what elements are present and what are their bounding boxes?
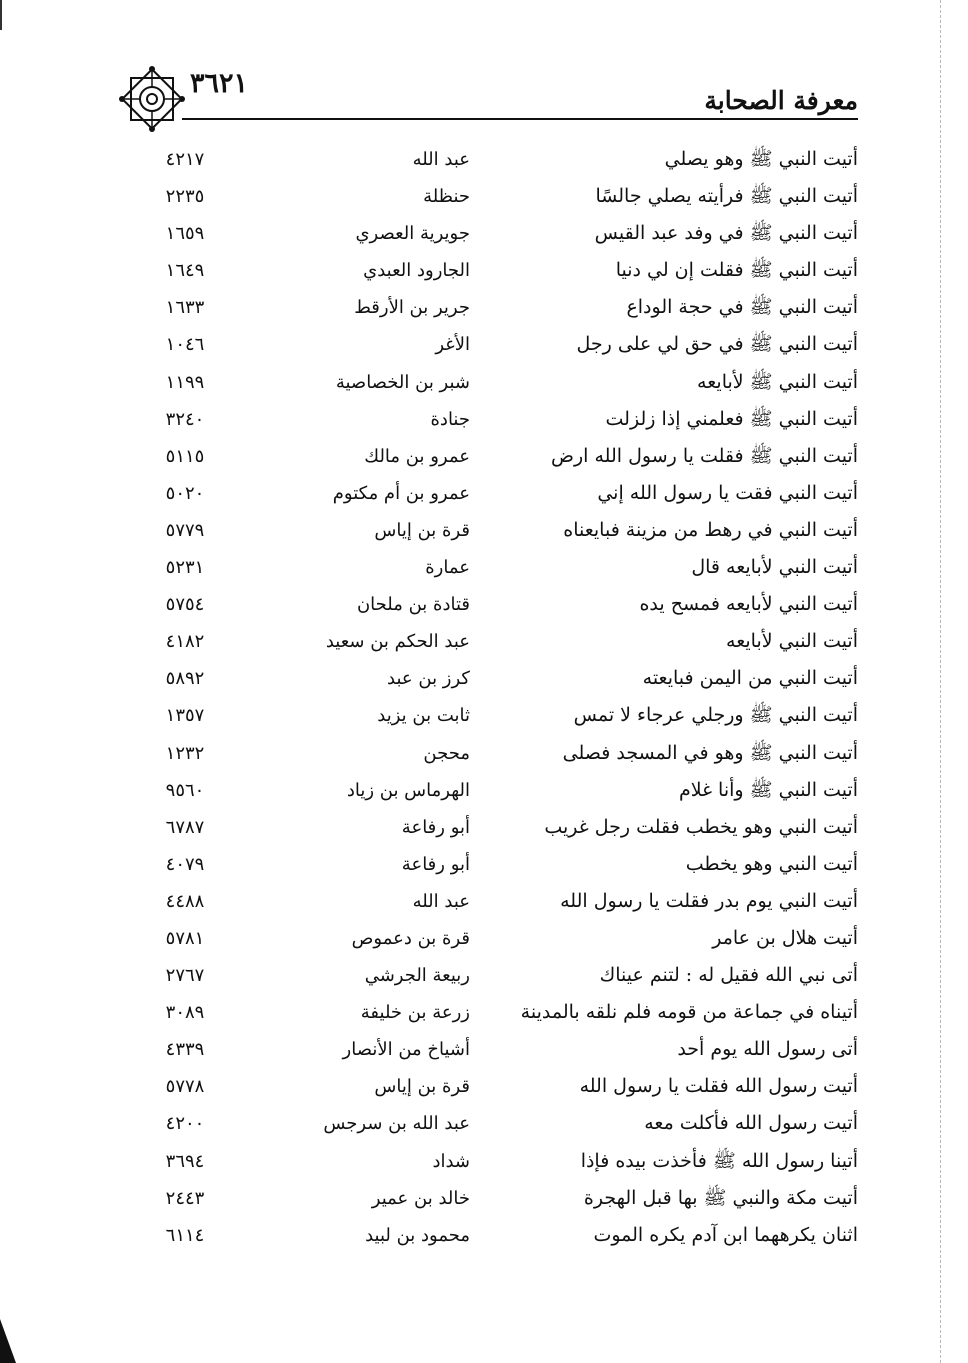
index-row — [0, 586, 968, 623]
index-row — [0, 326, 968, 363]
index-row — [0, 1180, 968, 1217]
hadith-incipit: أتيت النبي ﷺ وهو في المسجد فصلى — [562, 741, 858, 764]
reference-number: ٦٧٨٧ — [165, 816, 205, 838]
reference-number: ١٦٥٩ — [165, 223, 205, 245]
index-row — [0, 475, 968, 512]
hadith-incipit: أتيت النبي ﷺ فقلت إن لي دنيا — [615, 259, 858, 282]
hadith-incipit: أتيت النبي لأبايعه — [726, 630, 858, 653]
reference-number: ٢٢٣٥ — [165, 186, 205, 208]
reference-number: ٢٤٤٣ — [165, 1187, 205, 1209]
narrator-name: خالد بن عمير — [371, 1187, 470, 1209]
index-row — [0, 178, 968, 215]
reference-number: ٤٢١٧ — [165, 149, 205, 170]
narrator-name: حنظلة — [423, 186, 470, 208]
hadith-incipit: أتيت هلال بن عامر — [712, 926, 858, 949]
narrator-name: جويرية العصري — [355, 223, 470, 245]
index-row — [0, 141, 968, 178]
reference-number: ٩٥٦٠ — [165, 779, 205, 801]
reference-number: ١٦٤٩ — [165, 260, 205, 282]
index-row — [0, 1068, 968, 1105]
hadith-incipit: أتيت النبي ﷺ لأبايعه — [697, 370, 858, 393]
narrator-name: عمرو بن أم مكتوم — [332, 482, 470, 504]
narrator-name: عمارة — [425, 557, 470, 579]
narrator-name: عبد الحكم بن سعيد — [325, 631, 470, 653]
index-row — [0, 401, 968, 438]
hadith-incipit: اثنان يكرههما ابن آدم يكره الموت — [593, 1223, 858, 1246]
index-row — [0, 660, 968, 697]
reference-number: ١١٩٩ — [165, 371, 205, 393]
hadith-incipit: أتيت النبي من اليمن فبايعته — [642, 667, 858, 690]
narrator-name: محمود بن لبيد — [365, 1224, 470, 1246]
index-row — [0, 957, 968, 994]
index-row — [0, 252, 968, 289]
index-row — [0, 549, 968, 586]
hadith-incipit: أتيت النبي فقت يا رسول الله إني — [597, 481, 858, 504]
reference-number: ٤٢٠٠ — [165, 1113, 205, 1135]
narrator-name: قرة بن دعموص — [351, 927, 470, 949]
index-row — [0, 1031, 968, 1068]
narrator-name: الهرماس بن زياد — [346, 779, 470, 801]
reference-number: ٥٧٥٤ — [165, 594, 205, 616]
index-row — [0, 772, 968, 809]
hadith-incipit: أتى نبي الله فقيل له : لتنم عيناك — [599, 964, 858, 987]
index-row — [0, 512, 968, 549]
reference-number: ٣٦٩٤ — [165, 1150, 205, 1172]
hadith-incipit: أتيت النبي ﷺ فرأيته يصلي جالسًا — [595, 185, 858, 208]
reference-number: ٤١٨٢ — [165, 631, 205, 653]
index-row — [0, 846, 968, 883]
index-row — [0, 364, 968, 401]
narrator-name: عمرو بن مالك — [364, 445, 470, 467]
reference-number: ٣٠٨٩ — [165, 1002, 205, 1024]
hadith-incipit: أتيت النبي ﷺ فعلمني إذا زلزلت — [605, 407, 858, 430]
reference-number: ٥٧٧٨ — [165, 1076, 205, 1098]
narrator-name: ثابت بن يزيد — [377, 705, 470, 727]
narrator-name: الجارود العبدي — [363, 260, 470, 282]
index-row — [0, 735, 968, 772]
scan-edge-left — [0, 0, 2, 30]
reference-number: ٥٢٣١ — [165, 557, 205, 579]
reference-number: ٥٧٧٩ — [165, 519, 205, 541]
index-row — [0, 697, 968, 734]
hadith-incipit: أتيت النبي لأبايعه فمسح يده — [639, 593, 858, 616]
reference-number: ٥١١٥ — [165, 445, 205, 467]
reference-number: ٢٧٦٧ — [165, 965, 205, 987]
index-row — [0, 438, 968, 475]
narrator-name: الأغر — [435, 334, 470, 356]
reference-number: ١٠٤٦ — [165, 334, 205, 356]
index-row — [0, 289, 968, 326]
narrator-name: زرعة بن خليفة — [360, 1002, 470, 1024]
narrator-name: قرة بن إياس — [374, 1076, 470, 1098]
index-row — [0, 623, 968, 660]
page-number: ٣٦٢١ — [190, 68, 249, 99]
hadith-incipit: أتى رسول الله يوم أحد — [677, 1038, 858, 1061]
hadith-incipit: أتيت رسول الله فأكلت معه — [644, 1112, 858, 1135]
hadith-incipit: أتيت النبي ﷺ في حق لي على رجل — [576, 333, 858, 356]
header-rule — [182, 118, 858, 120]
hadith-incipit: أتيناه في جماعة من قومه فلم نلقه بالمدينة — [520, 1001, 858, 1024]
narrator-name: أشياخ من الأنصار — [342, 1039, 470, 1061]
reference-number: ٤٠٧٩ — [165, 853, 205, 875]
index-row — [0, 883, 968, 920]
hadith-incipit: أتيت النبي وهو يخطب فقلت رجل غريب — [544, 815, 858, 838]
reference-number: ٥٨٩٢ — [165, 668, 205, 690]
hadith-incipit: أتينا رسول الله ﷺ فأخذت بيده فإذا — [580, 1149, 858, 1172]
running-title: معرفة الصحابة — [704, 86, 858, 115]
narrator-name: عبد الله — [412, 890, 470, 912]
narrator-name: قرة بن إياس — [374, 519, 470, 541]
hadith-incipit: أتيت النبي يوم بدر فقلت يا رسول الله — [560, 889, 858, 912]
index-row — [0, 809, 968, 846]
reference-number: ٥٧٨١ — [165, 927, 205, 949]
index-row — [0, 1105, 968, 1142]
reference-number: ١٣٥٧ — [165, 705, 205, 727]
index-row — [0, 920, 968, 957]
reference-number: ٣٢٤٠ — [165, 408, 205, 430]
narrator-name: شبر بن الخصاصية — [335, 371, 470, 393]
narrator-name: محجن — [423, 742, 470, 764]
index-row — [0, 994, 968, 1031]
hadith-incipit: أتيت النبي ﷺ فقلت يا رسول الله ارض — [551, 444, 858, 467]
reference-number: ١٦٣٣ — [165, 297, 205, 319]
corner-mark — [0, 1319, 16, 1363]
narrator-name: أبو رفاعة — [401, 816, 470, 838]
narrator-name: جنادة — [430, 408, 470, 430]
narrator-name: عبد الله بن سرجس — [323, 1113, 470, 1135]
hadith-incipit: أتيت النبي ﷺ في حجة الوداع — [626, 296, 858, 319]
narrator-name: قتادة بن ملحان — [356, 594, 470, 616]
reference-number: ٥٠٢٠ — [165, 482, 205, 504]
index-row — [0, 1143, 968, 1180]
index-row — [0, 215, 968, 252]
reference-number: ٤٤٨٨ — [165, 890, 205, 912]
narrator-name: جرير بن الأرقط — [354, 297, 470, 319]
hadith-incipit: أتيت النبي ﷺ وهو يصلي — [664, 148, 858, 170]
narrator-name: عبد الله — [412, 149, 470, 170]
narrator-name: ربيعة الجرشي — [364, 965, 470, 987]
hadith-incipit: أتيت مكة والنبي ﷺ بها قبل الهجرة — [583, 1186, 858, 1209]
reference-number: ٦١١٤ — [165, 1224, 205, 1246]
narrator-name: أبو رفاعة — [401, 853, 470, 875]
hadith-incipit: أتيت النبي في رهط من مزينة فبايعناه — [563, 518, 858, 541]
reference-number: ٤٣٣٩ — [165, 1039, 205, 1061]
hadith-incipit: أتيت النبي ﷺ وأنا غلام — [678, 778, 858, 801]
hadith-incipit: أتيت النبي لأبايعه قال — [691, 556, 858, 579]
reference-number: ١٢٣٢ — [165, 742, 205, 764]
index-row — [0, 1217, 968, 1254]
hadith-incipit: أتيت النبي ﷺ في وفد عبد القيس — [594, 222, 858, 245]
ornament-icon — [117, 64, 187, 134]
hadith-incipit: أتيت النبي وهو يخطب — [685, 852, 858, 875]
narrator-name: كرز بن عبد — [387, 668, 470, 690]
index-list — [0, 141, 968, 1254]
narrator-name: شداد — [432, 1150, 470, 1172]
hadith-incipit: أتيت رسول الله فقلت يا رسول الله — [579, 1075, 858, 1098]
hadith-incipit: أتيت النبي ﷺ ورجلي عرجاء لا تمس — [573, 704, 858, 727]
